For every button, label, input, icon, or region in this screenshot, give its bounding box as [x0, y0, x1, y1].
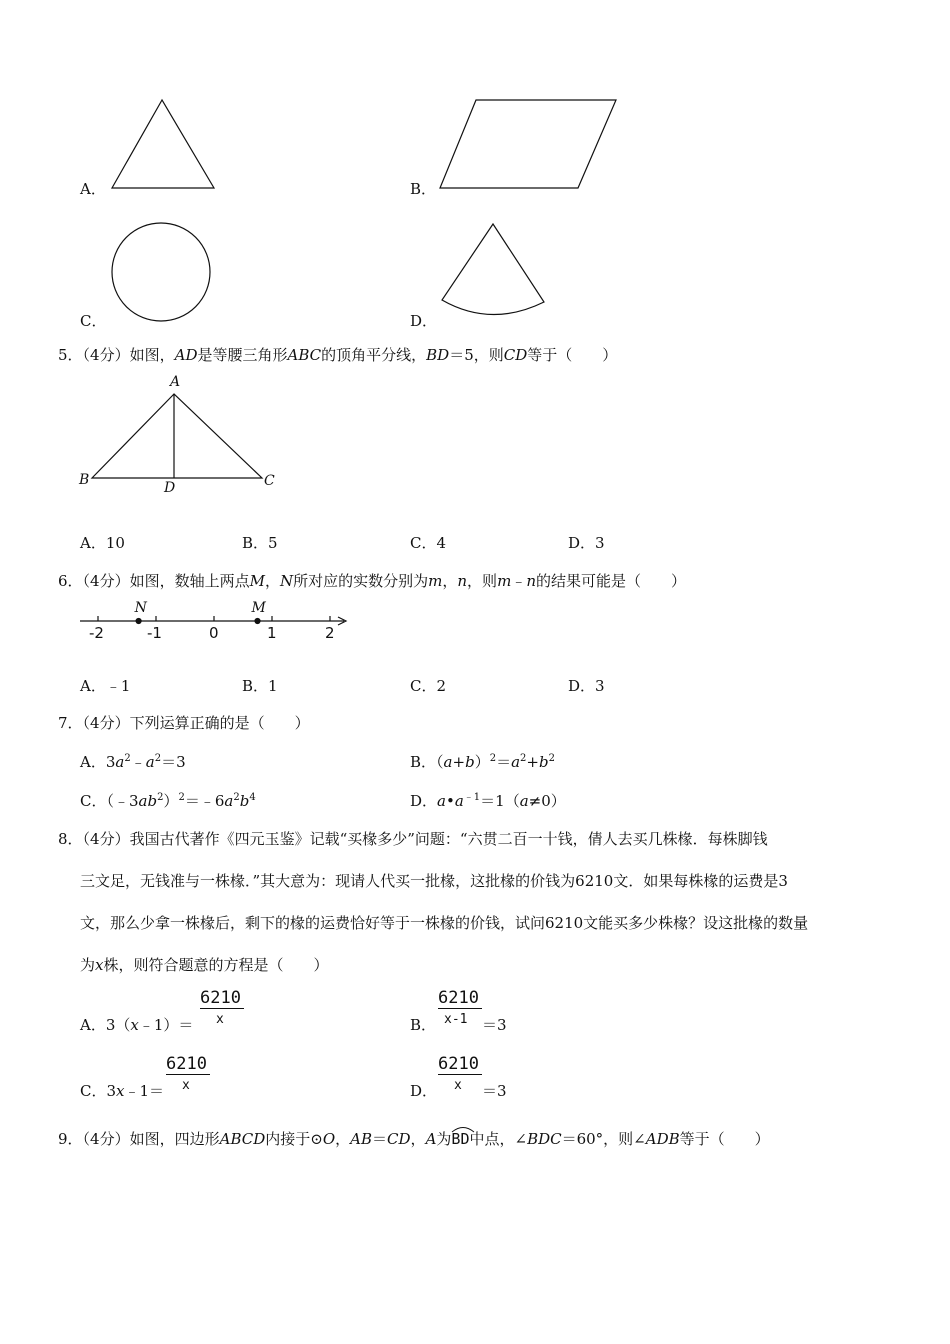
tick-label: -2 — [89, 624, 104, 642]
tick-label: 1 — [267, 624, 277, 642]
q7-text: 下列运算正确的是（ ） — [129, 714, 310, 732]
numerator: 6210 — [438, 1054, 479, 1074]
q6-var: n — [457, 572, 468, 590]
q5-var: AD — [174, 346, 198, 364]
q5-text: 的顶角平分线， — [321, 346, 427, 364]
q8-line-3: 文，那么少拿一株椽后，剩下的椽的运费恰好等于一株椽的价钱，试问6210文能买多少株椽？设这批椽的数量 — [80, 914, 809, 932]
q4-option-a-triangle — [108, 96, 220, 192]
label-a: A — [170, 374, 181, 390]
q8-option-d-rhs: ＝3 — [482, 1082, 507, 1100]
q6-score: （4分） — [82, 572, 130, 590]
q4-option-a-letter: A． — [80, 180, 106, 198]
q5-option-d: D．3 — [568, 534, 605, 552]
q9-number: 9． — [58, 1130, 83, 1148]
triangle-shape — [112, 100, 214, 188]
q8-option-b-rhs: ＝3 — [482, 1016, 507, 1034]
q6-option-b: B．1 — [242, 677, 278, 695]
q5-var: CD — [503, 346, 528, 364]
q6-var: N — [279, 572, 294, 590]
q6-stem — [58, 570, 686, 591]
q8-option-c-text: C．3x﹣1＝ — [80, 1082, 165, 1100]
q6-text: 的结果可能是（ ） — [535, 572, 686, 590]
q6-text: 如图，数轴上两点 — [129, 572, 250, 590]
arc-symbol — [451, 1125, 475, 1133]
numerator: 6210 — [200, 988, 241, 1008]
q4-option-c-letter: C． — [80, 312, 107, 330]
label-b: B — [79, 472, 90, 488]
q6-var: m — [428, 572, 443, 590]
q9-score: （4分） — [82, 1130, 130, 1148]
q4-option-d-letter: D． — [410, 312, 438, 330]
q7-stem — [58, 712, 310, 733]
q6-var: m — [497, 572, 512, 590]
q4-option-d-sector — [438, 220, 550, 324]
q6-number-line — [76, 598, 356, 644]
arc-bd: BD — [451, 1130, 469, 1148]
q6-text: ， — [264, 572, 280, 590]
q7-option-b: B．$(a+b)^2=a^2+b^2$ — [410, 753, 555, 771]
q8-option-b-letter: B． — [410, 1016, 437, 1034]
denominator: x-1 — [444, 1012, 468, 1027]
q5-option-c: C．4 — [410, 534, 447, 552]
q7-option-c: C．$(﹣3ab^2)^2=﹣6a^2b^4$ — [80, 792, 256, 810]
q6-option-c: C．2 — [410, 677, 447, 695]
q5-text: ＝5，则 — [449, 346, 504, 364]
q4-option-c-circle — [108, 222, 214, 324]
label-c: C — [264, 473, 275, 489]
q6-number: 6． — [58, 572, 83, 590]
q8-option-a-fraction — [200, 988, 248, 1028]
q6-text: ﹣ — [511, 572, 527, 590]
numerator: 6210 — [166, 1054, 207, 1074]
q5-text: 如图， — [129, 346, 175, 364]
denominator: x — [182, 1078, 190, 1093]
q7-number: 7． — [58, 714, 83, 732]
q4-option-b-parallelogram — [438, 96, 620, 192]
tick-label: 0 — [209, 624, 219, 642]
triangle-abc — [92, 394, 262, 478]
q6-text: ， — [442, 572, 458, 590]
q8-line-1 — [58, 828, 768, 849]
q6-option-d: D．3 — [568, 677, 605, 695]
q6-text: ，则 — [467, 572, 498, 590]
label-m: M — [251, 600, 266, 616]
q8-score: （4分） — [82, 830, 130, 848]
q8-number: 8． — [58, 830, 83, 848]
q7-score: （4分） — [82, 714, 130, 732]
q5-figure — [76, 372, 286, 494]
q5-text: 是等腰三角形 — [197, 346, 288, 364]
denominator: x — [216, 1012, 224, 1027]
q5-var: BD — [426, 346, 450, 364]
q5-option-b: B．5 — [242, 534, 278, 552]
fraction-bar — [438, 1074, 482, 1075]
q7-option-d: D．$a•a^{﹣1}=1(a\ne 0)$ — [410, 792, 566, 810]
q5-stem — [58, 344, 617, 365]
q5-var: ABC — [287, 346, 322, 364]
tick-label: 2 — [325, 624, 335, 642]
q5-isosceles-triangle — [76, 372, 286, 494]
q4-option-b-letter: B． — [410, 180, 437, 198]
denominator: x — [454, 1078, 462, 1093]
q8-text: 我国古代著作《四元玉鉴》记载“买椽多少”问题：“六贯二百一十钱，倩人去买几株椽．每株脚钱 — [129, 830, 768, 848]
numerator: 6210 — [438, 988, 479, 1008]
parallelogram-shape — [440, 100, 616, 188]
point-n — [136, 619, 141, 624]
label-n: N — [134, 600, 147, 616]
q8-option-c-fraction — [166, 1054, 214, 1094]
q9-stem: 9．（4分）如图，四边形ABCD内接于⊙O，AB＝CD，A为 BD中点，∠BDC＝60°，则∠ADB等于（ ） — [58, 1128, 770, 1149]
fraction-bar — [200, 1008, 244, 1009]
q8-option-d-letter: D． — [410, 1082, 438, 1100]
q8-line-2: 三文足，无钱准与一株椽．”其大意为：现请人代买一批椽，这批椽的价钱为6210文．如果每株椽的运费是3 — [80, 872, 788, 890]
q8-line-4: 为x株，则符合题意的方程是（ ） — [80, 956, 329, 974]
circle-shape — [112, 223, 210, 321]
q8-option-b-fraction — [438, 988, 486, 1028]
q8-option-a-text: A．3（x﹣1）＝ — [80, 1016, 194, 1034]
q6-var: n — [526, 572, 536, 590]
q5-score: （4分） — [82, 346, 130, 364]
q6-text: 所对应的实数分别为 — [293, 572, 429, 590]
label-d: D — [164, 480, 176, 496]
q5-text: 等于（ ） — [527, 346, 618, 364]
q6-option-a: A．﹣1 — [80, 677, 131, 695]
q7-option-a: A．$3a^2﹣a^2=3$ — [80, 753, 186, 771]
sector-shape — [442, 224, 544, 315]
fraction-bar — [438, 1008, 482, 1009]
tick-label: -1 — [147, 624, 162, 642]
fraction-bar — [166, 1074, 210, 1075]
q5-option-a: A．10 — [80, 534, 125, 552]
q6-var: M — [249, 572, 265, 590]
q5-number: 5． — [58, 346, 83, 364]
point-m — [255, 619, 260, 624]
q8-option-d-fraction — [438, 1054, 486, 1094]
